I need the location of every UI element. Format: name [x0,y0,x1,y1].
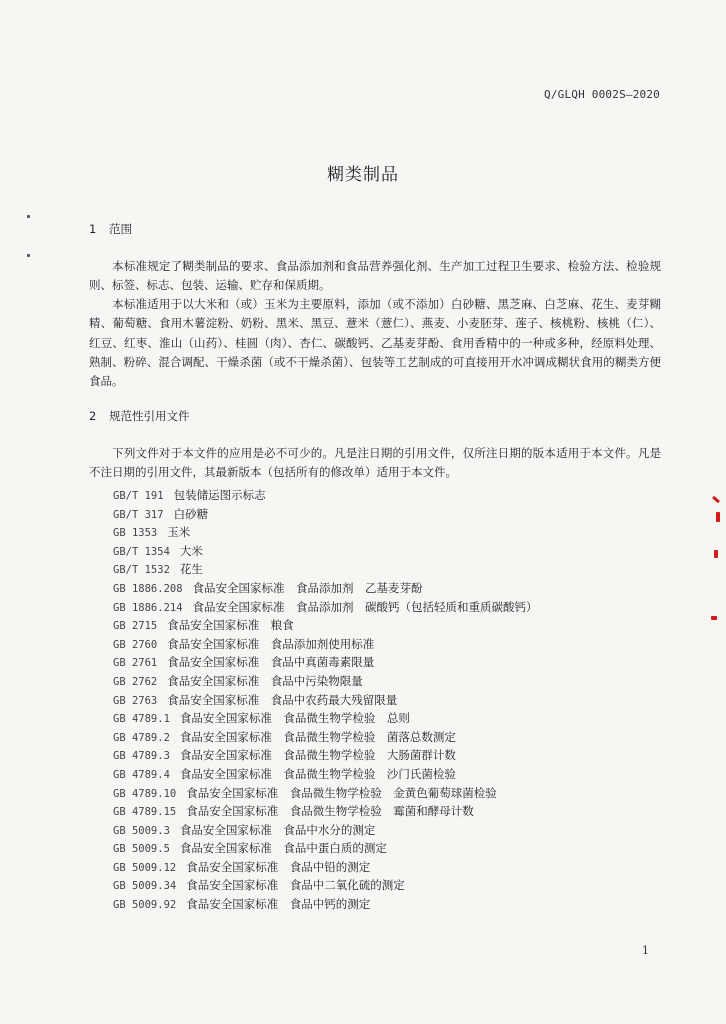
reference-item [113,505,538,524]
reference-item [113,858,538,877]
reference-code: GB 2715 [113,620,158,633]
reference-item [113,616,538,635]
document-code: Q/GLQH 0002S—2020 [544,88,660,101]
references-intro-text: 下列文件对于本文件的应用是必不可少的。凡是注日期的引用文件，仅所注日期的版本适用于本文件。凡是不注日期的引用文件，其最新版本（包括所有的修改单）适用于本文件。 [89,446,661,480]
reference-code: GB 1886.208 [113,582,183,595]
section-2-title: 规范性引用文件 [109,409,190,423]
reference-title: 食品安全国家标准 食品中钙的测定 [186,897,371,912]
reference-item [113,709,538,728]
reference-title: 食品安全国家标准 粮食 [167,618,294,633]
stamp-edge-mark [712,496,720,503]
stamp-edge-mark [711,616,717,620]
reference-code: GB 4789.1 [113,713,170,726]
document-title: 糊类制品 [327,165,399,185]
reference-code: GB 4789.15 [113,806,177,819]
scan-dot [27,254,30,257]
reference-title: 食品安全国家标准 食品中真菌毒素限量 [167,655,375,670]
reference-code: GB 4789.3 [113,750,170,763]
reference-code: GB/T 317 [113,508,164,521]
stamp-edge-mark [716,512,720,522]
reference-title: 食品安全国家标准 食品中污染物限量 [167,673,363,688]
reference-title: 食品安全国家标准 食品中铅的测定 [186,859,371,874]
reference-title: 食品安全国家标准 食品添加剂使用标准 [167,636,375,651]
reference-item [113,802,538,821]
reference-code: GB 2763 [113,694,158,707]
scope-paragraph-2 [89,295,661,391]
reference-item [113,579,538,598]
reference-code: GB 5009.5 [113,843,170,856]
reference-code: GB 5009.92 [113,899,177,912]
reference-title: 食品安全国家标准 食品微生物学检验 总则 [179,711,410,726]
reference-list [113,486,538,914]
reference-item [113,653,538,672]
reference-code: GB 1886.214 [113,601,183,614]
reference-title: 玉米 [167,525,191,540]
reference-item [113,672,538,691]
scope-paragraph-1-text: 本标准规定了糊类制品的要求、食品添加剂和食品营养强化剂、生产加工过程卫生要求、检验方法、检验规则、标签、标志、包装、运输、贮存和保质期。 [89,259,661,293]
reference-title: 食品安全国家标准 食品微生物学检验 大肠菌群计数 [179,748,456,763]
reference-item [113,839,538,858]
reference-code: GB 5009.12 [113,861,177,874]
scope-paragraph-2-text: 本标准适用于以大米和（或）玉米为主要原料，添加（或不添加）白砂糖、黑芝麻、白芝麻、花生、麦芽糊精、葡萄糖、食用木薯淀粉、奶粉、黑米、黑豆、薏米（薏仁）、燕麦、小麦胚芽、莲子、核桃粉、核桃（仁）、红豆、红枣、淮山（山药）、桂圆（肉）、杏仁、碳酸钙、乙基麦芽酚、食用香精中的一种或多种，经原料处理、熟制、粉碎、混合调配、干燥杀菌（或不干燥杀菌）、包装等工艺制成的可直接用开水冲调成糊状食用的糊类方便食品。 [89,297,661,389]
reference-code: GB 4789.2 [113,731,170,744]
reference-title: 白砂糖 [173,506,209,521]
reference-item [113,542,538,561]
reference-item [113,784,538,803]
reference-item [113,560,538,579]
section-2-heading [89,408,190,424]
reference-title: 食品安全国家标准 食品中蛋白质的测定 [179,841,387,856]
reference-item [113,746,538,765]
reference-title: 食品安全国家标准 食品微生物学检验 菌落总数测定 [179,729,456,744]
reference-code: GB/T 1532 [113,564,170,577]
reference-item [113,523,538,542]
reference-title: 食品安全国家标准 食品中水分的测定 [179,822,376,837]
reference-code: GB/T 191 [113,490,164,502]
page-number: 1 [642,944,649,957]
reference-code: GB 5009.3 [113,824,170,837]
reference-item [113,598,538,617]
reference-code: GB 2761 [113,657,158,670]
reference-title: 花生 [179,562,203,577]
reference-item [113,691,538,710]
reference-title: 食品安全国家标准 食品微生物学检验 金黄色葡萄球菌检验 [186,785,497,800]
scan-dot [27,215,30,218]
reference-title: 大米 [179,543,203,558]
reference-item [113,728,538,747]
reference-code: GB 2762 [113,675,158,688]
reference-item [113,876,538,895]
reference-title: 食品安全国家标准 食品添加剂 乙基麦芽酚 [192,580,423,595]
reference-code: GB/T 1354 [113,545,170,558]
scope-paragraph-1 [89,257,661,296]
section-1-heading [89,221,132,237]
reference-title: 食品安全国家标准 食品微生物学检验 霉菌和酵母计数 [186,804,474,819]
stamp-edge-mark [714,550,718,558]
reference-code: GB 1353 [113,527,158,540]
reference-title: 食品安全国家标准 食品中农药最大残留限量 [167,692,398,707]
reference-item [113,895,538,914]
reference-code: GB 4789.4 [113,768,170,781]
reference-item [113,765,538,784]
reference-item [113,821,538,840]
section-1-title: 范围 [109,222,132,236]
reference-code: GB 4789.10 [113,787,177,800]
reference-title: 食品安全国家标准 食品微生物学检验 沙门氏菌检验 [179,766,456,781]
reference-code: GB 2760 [113,638,158,651]
reference-title: 食品安全国家标准 食品中二氧化硫的测定 [186,878,405,893]
reference-item [113,635,538,654]
reference-title: 包装储运图示标志 [173,488,266,502]
references-intro-paragraph [89,444,661,483]
section-2-number: 2 [89,409,97,423]
section-1-number: 1 [89,222,97,236]
reference-item [113,486,538,505]
reference-title: 食品安全国家标准 食品添加剂 碳酸钙（包括轻质和重质碳酸钙） [192,599,538,614]
reference-code: GB 5009.34 [113,880,177,893]
